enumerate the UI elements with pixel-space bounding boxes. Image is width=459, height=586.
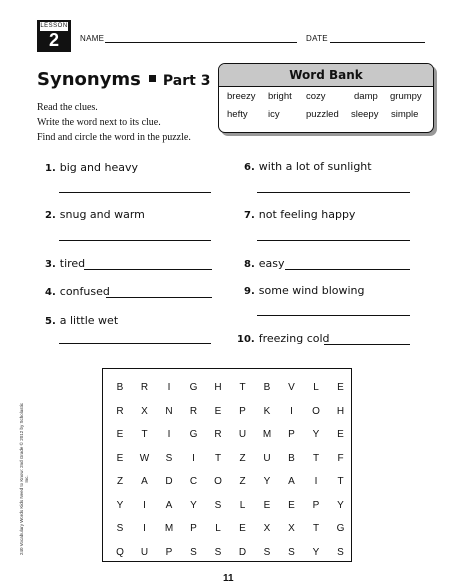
puzzle-letter[interactable]: V bbox=[288, 382, 295, 393]
puzzle-letter[interactable]: E bbox=[239, 523, 246, 534]
clue-number: 5. bbox=[45, 316, 56, 327]
name-label: NAME bbox=[80, 34, 105, 43]
clue-text: not feeling happy bbox=[258, 208, 356, 221]
answer-line-5[interactable] bbox=[59, 343, 211, 344]
puzzle-letter[interactable]: Y bbox=[312, 546, 320, 558]
clue-number: 2. bbox=[45, 210, 56, 221]
puzzle-letter[interactable]: S bbox=[190, 546, 197, 558]
puzzle-letter[interactable]: A bbox=[165, 499, 173, 511]
puzzle-letter[interactable]: D bbox=[165, 476, 173, 487]
clue-8 bbox=[244, 257, 285, 270]
clue-text: big and heavy bbox=[59, 161, 138, 174]
puzzle-letter[interactable]: E bbox=[337, 382, 344, 393]
puzzle-letter[interactable]: S bbox=[214, 499, 222, 511]
clue-5 bbox=[45, 314, 118, 327]
clue-10 bbox=[237, 332, 330, 345]
puzzle-letter[interactable]: I bbox=[143, 523, 146, 534]
puzzle-letter[interactable]: S bbox=[165, 452, 173, 464]
clue-number: 1. bbox=[45, 163, 56, 174]
clue-text: easy bbox=[258, 257, 285, 270]
word-search-puzzle bbox=[102, 368, 352, 562]
answer-line-10[interactable] bbox=[324, 344, 410, 345]
clue-number: 6. bbox=[244, 162, 255, 173]
answer-line-7[interactable] bbox=[257, 240, 410, 241]
answer-line-8[interactable] bbox=[285, 269, 410, 270]
puzzle-letter[interactable]: I bbox=[167, 429, 171, 440]
puzzle-letter[interactable]: P bbox=[239, 405, 246, 417]
answer-line-6[interactable] bbox=[257, 192, 410, 193]
square-bullet-icon bbox=[149, 75, 156, 82]
name-field-line[interactable] bbox=[105, 42, 297, 43]
instruction-line: Read the clues. bbox=[37, 102, 98, 113]
clue-1 bbox=[45, 161, 138, 174]
puzzle-letter[interactable]: I bbox=[314, 476, 318, 487]
puzzle-letter[interactable]: R bbox=[214, 429, 222, 440]
date-label: DATE bbox=[306, 34, 328, 43]
puzzle-letter[interactable]: T bbox=[141, 429, 148, 440]
clue-text: some wind blowing bbox=[258, 284, 365, 297]
puzzle-letter[interactable]: Z bbox=[239, 452, 246, 464]
puzzle-letter[interactable]: B bbox=[288, 452, 295, 464]
word-bank-word: hefty bbox=[227, 109, 248, 120]
puzzle-letter[interactable]: T bbox=[312, 523, 320, 534]
puzzle-letter[interactable]: U bbox=[140, 546, 149, 558]
puzzle-letter[interactable]: T bbox=[239, 382, 246, 393]
puzzle-letter[interactable]: S bbox=[214, 546, 222, 558]
clue-text: tired bbox=[59, 257, 86, 270]
puzzle-letter[interactable]: X bbox=[263, 523, 271, 534]
clue-number: 7. bbox=[244, 210, 255, 221]
puzzle-letter[interactable]: Z bbox=[116, 476, 124, 487]
puzzle-letter[interactable]: N bbox=[165, 405, 173, 417]
puzzle-letter[interactable]: E bbox=[116, 452, 124, 464]
puzzle-letter[interactable]: M bbox=[262, 429, 272, 440]
clue-text: a little wet bbox=[59, 314, 119, 327]
answer-line-4[interactable] bbox=[106, 297, 212, 298]
lesson-number: 2 bbox=[48, 30, 59, 50]
clue-text: confused bbox=[59, 285, 110, 298]
puzzle-letter[interactable]: Y bbox=[116, 499, 124, 511]
word-bank-word: bright bbox=[268, 91, 292, 102]
clue-number: 8. bbox=[244, 259, 255, 270]
puzzle-letter[interactable]: S bbox=[337, 546, 344, 558]
puzzle-letter[interactable]: E bbox=[337, 429, 344, 440]
puzzle-letter[interactable]: M bbox=[164, 523, 174, 534]
puzzle-letter[interactable]: I bbox=[167, 382, 171, 393]
instruction-line: Find and circle the word in the puzzle. bbox=[37, 132, 191, 143]
clue-number: 9. bbox=[244, 286, 255, 297]
puzzle-letter[interactable]: I bbox=[143, 499, 146, 511]
puzzle-letter[interactable]: P bbox=[288, 429, 295, 440]
puzzle-letter[interactable]: U bbox=[263, 452, 271, 464]
word-bank-row bbox=[219, 105, 433, 123]
puzzle-letter[interactable]: L bbox=[313, 382, 319, 393]
puzzle-letter[interactable]: A bbox=[141, 476, 148, 487]
puzzle-letter[interactable]: E bbox=[116, 429, 124, 440]
puzzle-letter[interactable]: Z bbox=[239, 476, 246, 487]
puzzle-letter[interactable]: A bbox=[288, 476, 295, 487]
instructions bbox=[37, 100, 191, 145]
word-bank-row bbox=[219, 87, 433, 105]
puzzle-letter[interactable]: D bbox=[238, 546, 247, 558]
puzzle-letter[interactable]: Y bbox=[312, 429, 320, 440]
clue-text: snug and warm bbox=[59, 208, 145, 221]
puzzle-letter[interactable]: T bbox=[337, 476, 344, 487]
word-bank-word: cozy bbox=[306, 91, 326, 102]
puzzle-letter[interactable]: G bbox=[189, 429, 198, 440]
puzzle-letter[interactable]: P bbox=[190, 523, 197, 534]
answer-line-1[interactable] bbox=[59, 192, 211, 193]
puzzle-letter[interactable]: O bbox=[312, 405, 320, 417]
puzzle-letter[interactable]: B bbox=[116, 382, 124, 393]
copyright-credit: 240 Vocabulary Words Kids Need to Know: 2nd Grade © 2012 by Scholastic Inc. bbox=[19, 402, 29, 556]
puzzle-letter[interactable]: H bbox=[214, 382, 222, 393]
word-bank-word: damp bbox=[354, 91, 378, 102]
puzzle-letter[interactable]: B bbox=[263, 382, 271, 393]
puzzle-letter[interactable]: E bbox=[263, 499, 271, 511]
puzzle-letter[interactable]: I bbox=[290, 405, 293, 417]
clue-4 bbox=[45, 285, 110, 298]
date-field-line[interactable] bbox=[330, 42, 425, 43]
puzzle-letter[interactable]: E bbox=[288, 499, 295, 511]
title-part: Part 3 bbox=[162, 73, 211, 89]
word-bank-word: simple bbox=[391, 109, 419, 120]
puzzle-letter[interactable]: G bbox=[336, 523, 345, 534]
puzzle-letter[interactable]: Y bbox=[263, 476, 271, 487]
clue-number: 3. bbox=[45, 259, 56, 270]
puzzle-letter[interactable]: R bbox=[140, 382, 149, 393]
puzzle-letter[interactable]: Y bbox=[337, 499, 344, 511]
clue-3 bbox=[45, 257, 85, 270]
clue-2 bbox=[45, 208, 145, 221]
clue-7 bbox=[244, 208, 355, 221]
instruction-line: Write the word next to its clue. bbox=[37, 117, 161, 128]
puzzle-letter[interactable]: R bbox=[189, 405, 198, 417]
page-title bbox=[37, 69, 210, 90]
puzzle-letter[interactable]: K bbox=[263, 405, 271, 417]
puzzle-letter[interactable]: S bbox=[263, 546, 271, 558]
puzzle-letter[interactable]: X bbox=[141, 405, 148, 417]
title-main: Synonyms bbox=[37, 69, 141, 90]
clue-text: with a lot of sunlight bbox=[258, 160, 372, 173]
clue-number: 10. bbox=[237, 334, 255, 345]
puzzle-letter[interactable]: L bbox=[215, 523, 221, 534]
word-bank-word: icy bbox=[268, 109, 280, 120]
word-bank bbox=[218, 63, 434, 133]
word-bank-word: sleepy bbox=[351, 109, 379, 120]
puzzle-letter[interactable]: G bbox=[189, 382, 198, 393]
word-bank-word: puzzled bbox=[306, 109, 339, 120]
word-bank-title: Word Bank bbox=[219, 64, 433, 87]
puzzle-letter[interactable]: C bbox=[189, 476, 198, 487]
answer-line-9[interactable] bbox=[257, 315, 410, 316]
puzzle-letter[interactable]: P bbox=[312, 499, 320, 511]
puzzle-letter[interactable]: W bbox=[139, 452, 150, 464]
puzzle-letter[interactable]: X bbox=[288, 523, 295, 534]
page-number: 11 bbox=[223, 573, 234, 584]
word-bank-word: breezy bbox=[227, 91, 256, 102]
puzzle-letter[interactable]: I bbox=[192, 452, 195, 464]
puzzle-letter[interactable]: Q bbox=[116, 546, 124, 558]
clue-9 bbox=[244, 284, 365, 297]
lesson-label: LESSON bbox=[40, 23, 68, 29]
clue-number: 4. bbox=[45, 287, 56, 298]
puzzle-letter[interactable]: Y bbox=[190, 499, 197, 511]
puzzle-letter[interactable]: U bbox=[238, 429, 247, 440]
puzzle-letter[interactable]: E bbox=[214, 405, 222, 417]
puzzle-letter[interactable]: F bbox=[337, 452, 344, 464]
puzzle-letter[interactable]: L bbox=[239, 499, 246, 511]
answer-line-3[interactable] bbox=[84, 269, 212, 270]
puzzle-letter[interactable]: T bbox=[312, 452, 320, 464]
clue-6 bbox=[244, 160, 372, 173]
puzzle-letter[interactable]: P bbox=[165, 546, 173, 558]
lesson-badge bbox=[37, 20, 71, 52]
word-bank-word: grumpy bbox=[390, 91, 422, 102]
clue-text: freezing cold bbox=[258, 332, 330, 345]
answer-line-2[interactable] bbox=[59, 240, 211, 241]
puzzle-letter[interactable]: O bbox=[214, 476, 222, 487]
puzzle-letter[interactable]: H bbox=[336, 405, 345, 417]
puzzle-letter[interactable]: R bbox=[116, 405, 124, 417]
puzzle-letter[interactable]: S bbox=[116, 523, 124, 534]
puzzle-letter[interactable]: T bbox=[214, 452, 222, 464]
puzzle-letter[interactable]: S bbox=[288, 546, 295, 558]
